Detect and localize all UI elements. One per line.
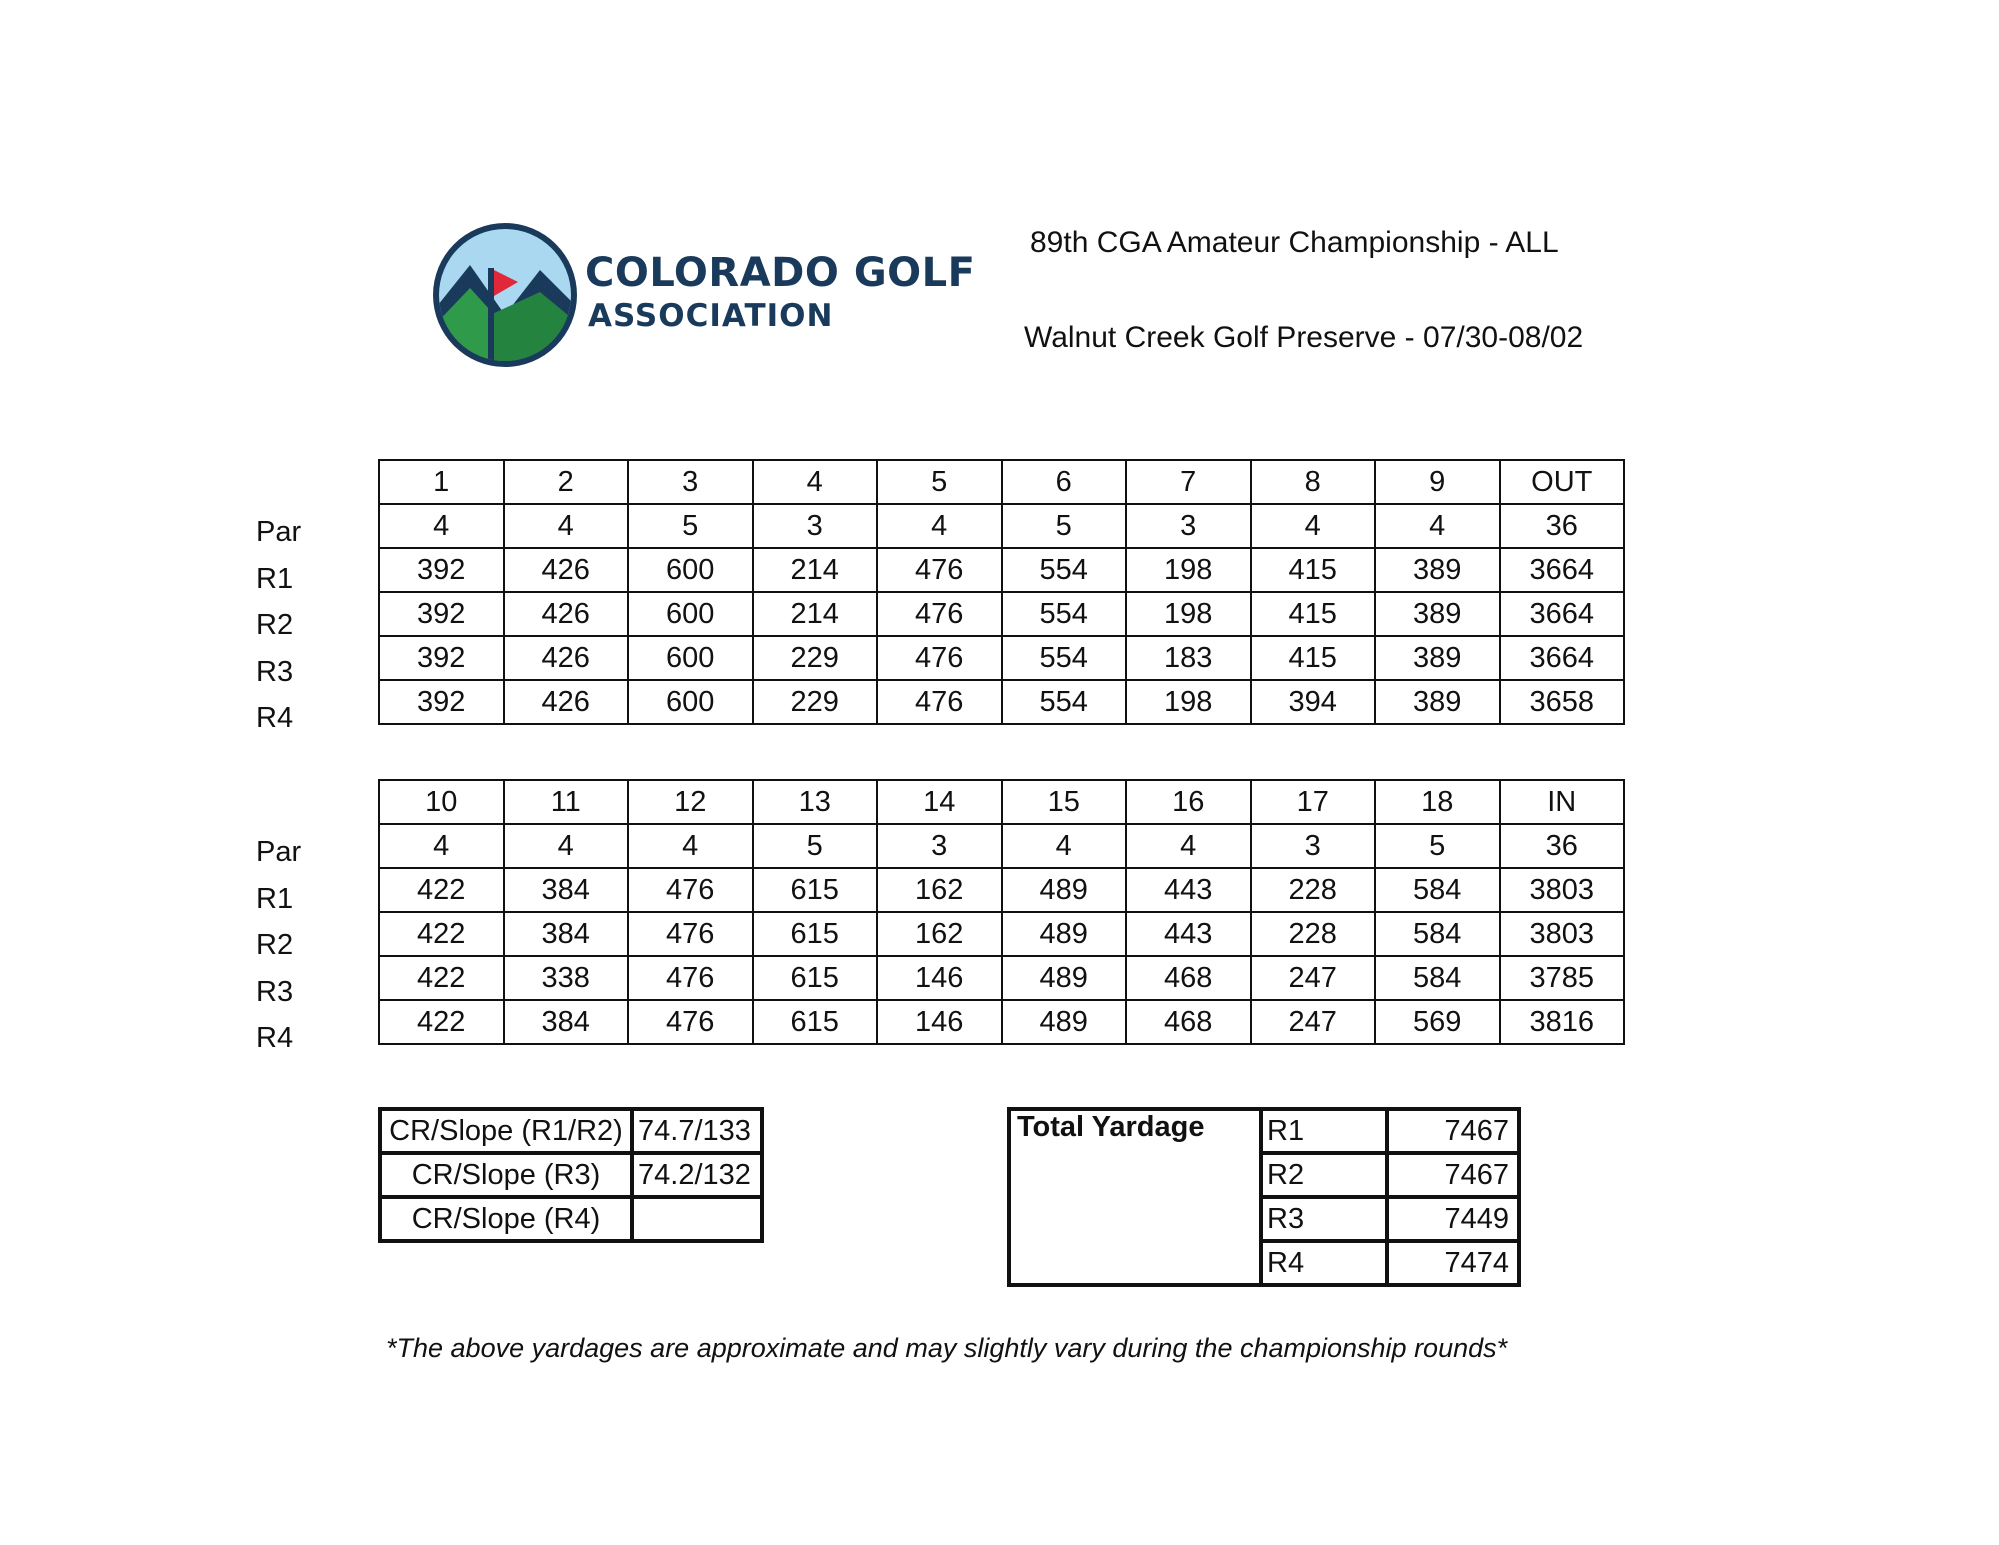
yardage-cell: 600	[628, 680, 753, 724]
yardage-cell: 3658	[1500, 680, 1625, 724]
hole-number: 2	[504, 460, 629, 504]
yardage-cell: 146	[877, 1000, 1002, 1044]
par-cell: 3	[877, 824, 1002, 868]
yardage-cell: 415	[1251, 592, 1376, 636]
yardage-cell: 600	[628, 592, 753, 636]
table-row	[380, 1153, 762, 1197]
yardage-cell: 422	[379, 1000, 504, 1044]
par-cell: 4	[1251, 504, 1376, 548]
yardage-cell: 422	[379, 956, 504, 1000]
table-row	[380, 1197, 762, 1241]
yardage-cell: 443	[1126, 912, 1251, 956]
row-label-r2: R2	[256, 609, 294, 641]
yardage-cell: 476	[628, 1000, 753, 1044]
yardage-cell: 615	[753, 1000, 878, 1044]
yardage-cell: 476	[628, 956, 753, 1000]
yardage-round: R3	[1261, 1197, 1387, 1241]
cr-label: CR/Slope (R4)	[380, 1197, 632, 1241]
yardage-cell: 600	[628, 548, 753, 592]
hole-number: 5	[877, 460, 1002, 504]
yardage-cell: 443	[1126, 868, 1251, 912]
yardage-cell: 426	[504, 680, 629, 724]
yardage-cell: 162	[877, 868, 1002, 912]
table-row	[379, 912, 1624, 956]
hole-number: 12	[628, 780, 753, 824]
cr-value: 74.2/132	[632, 1153, 762, 1197]
yardage-cell: 247	[1251, 1000, 1376, 1044]
event-venue: Walnut Creek Golf Preserve - 07/30-08/02	[1024, 321, 1584, 354]
yardage-round: R2	[1261, 1153, 1387, 1197]
back-row-labels	[256, 829, 376, 1062]
par-cell: 3	[753, 504, 878, 548]
logo-line1: COLORADO GOLF	[585, 250, 976, 296]
table-row	[379, 680, 1624, 724]
yardage-cell: 392	[379, 548, 504, 592]
yardage-cell: 3664	[1500, 636, 1625, 680]
front-nine-table	[378, 459, 1625, 725]
yardage-cell: 489	[1002, 868, 1127, 912]
yardage-cell: 229	[753, 680, 878, 724]
total-yardage-label: Total Yardage	[1009, 1109, 1261, 1285]
yardage-cell: 3816	[1500, 1000, 1625, 1044]
table-row	[379, 504, 1624, 548]
yardage-cell: 468	[1126, 956, 1251, 1000]
yardage-cell: 198	[1126, 548, 1251, 592]
yardage-cell: 228	[1251, 868, 1376, 912]
yardage-cell: 426	[504, 548, 629, 592]
hole-number: 8	[1251, 460, 1376, 504]
hole-number: 16	[1126, 780, 1251, 824]
table-row	[379, 824, 1624, 868]
hole-number: OUT	[1500, 460, 1625, 504]
par-cell: 3	[1126, 504, 1251, 548]
yardage-cell: 476	[877, 548, 1002, 592]
yardage-cell: 394	[1251, 680, 1376, 724]
yardage-cell: 476	[628, 912, 753, 956]
par-cell: 4	[1002, 824, 1127, 868]
yardage-cell: 600	[628, 636, 753, 680]
row-label-par: Par	[256, 516, 302, 548]
hole-number: 4	[753, 460, 878, 504]
cga-logo	[430, 220, 976, 370]
yardage-cell: 384	[504, 912, 629, 956]
yardage-cell: 615	[753, 956, 878, 1000]
yardage-cell: 422	[379, 912, 504, 956]
table-row	[379, 460, 1624, 504]
par-cell: 5	[1002, 504, 1127, 548]
yardage-value: 7474	[1387, 1241, 1519, 1285]
yardage-cell: 584	[1375, 956, 1500, 1000]
table-row	[379, 636, 1624, 680]
par-cell: 5	[1375, 824, 1500, 868]
yardage-round: R1	[1261, 1109, 1387, 1153]
yardage-cell: 389	[1375, 636, 1500, 680]
yardage-cell: 415	[1251, 548, 1376, 592]
table-row	[379, 868, 1624, 912]
yardage-value: 7467	[1387, 1109, 1519, 1153]
yardage-cell: 338	[504, 956, 629, 1000]
row-label-r1: R1	[256, 562, 294, 595]
hole-number: 7	[1126, 460, 1251, 504]
yardage-cell: 426	[504, 636, 629, 680]
table-row	[1009, 1109, 1519, 1153]
yardage-cell: 228	[1251, 912, 1376, 956]
yardage-cell: 162	[877, 912, 1002, 956]
hole-number: 15	[1002, 780, 1127, 824]
hole-number: 18	[1375, 780, 1500, 824]
yardage-cell: 476	[877, 592, 1002, 636]
yardage-cell: 554	[1002, 680, 1127, 724]
hole-number: 1	[379, 460, 504, 504]
yardage-cell: 389	[1375, 680, 1500, 724]
par-cell: 4	[877, 504, 1002, 548]
yardage-round: R4	[1261, 1241, 1387, 1285]
row-label-par: Par	[256, 836, 302, 868]
par-cell: 36	[1500, 824, 1625, 868]
yardage-cell: 468	[1126, 1000, 1251, 1044]
par-cell: 4	[1126, 824, 1251, 868]
yardage-cell: 615	[753, 912, 878, 956]
yardage-cell: 389	[1375, 548, 1500, 592]
hole-number: 3	[628, 460, 753, 504]
front-row-labels	[256, 509, 376, 742]
yardage-cell: 3803	[1500, 868, 1625, 912]
mountain-flag-icon	[430, 220, 580, 370]
hole-number: 9	[1375, 460, 1500, 504]
total-yardage-table	[1007, 1107, 1521, 1287]
yardage-cell: 3664	[1500, 548, 1625, 592]
row-label-r2: R2	[256, 929, 294, 961]
par-cell: 4	[504, 824, 629, 868]
yardage-cell: 392	[379, 680, 504, 724]
yardage-cell: 489	[1002, 912, 1127, 956]
cr-value	[632, 1197, 762, 1241]
row-label-r4: R4	[256, 1022, 294, 1054]
table-row	[379, 956, 1624, 1000]
yardage-cell: 554	[1002, 592, 1127, 636]
table-row	[379, 592, 1624, 636]
yardage-cell: 476	[628, 868, 753, 912]
par-cell: 5	[628, 504, 753, 548]
yardage-cell: 422	[379, 868, 504, 912]
yardage-cell: 476	[877, 636, 1002, 680]
yardage-cell: 489	[1002, 956, 1127, 1000]
par-cell: 4	[379, 504, 504, 548]
table-row	[379, 548, 1624, 592]
par-cell: 4	[1375, 504, 1500, 548]
row-label-r1: R1	[256, 882, 294, 915]
yardage-cell: 584	[1375, 912, 1500, 956]
table-row	[380, 1109, 762, 1153]
yardage-cell: 247	[1251, 956, 1376, 1000]
yardage-cell: 415	[1251, 636, 1376, 680]
yardage-value: 7449	[1387, 1197, 1519, 1241]
hole-number: 11	[504, 780, 629, 824]
yardage-cell: 384	[504, 868, 629, 912]
yardage-cell: 214	[753, 548, 878, 592]
yardage-cell: 3785	[1500, 956, 1625, 1000]
hole-number: 17	[1251, 780, 1376, 824]
yardage-cell: 392	[379, 592, 504, 636]
row-label-r4: R4	[256, 702, 294, 734]
hole-number: 10	[379, 780, 504, 824]
yardage-cell: 214	[753, 592, 878, 636]
par-cell: 5	[753, 824, 878, 868]
logo-line2: ASSOCIATION	[588, 298, 834, 334]
yardage-cell: 3664	[1500, 592, 1625, 636]
cr-value: 74.7/133	[632, 1109, 762, 1153]
yardage-cell: 426	[504, 592, 629, 636]
table-row	[379, 1000, 1624, 1044]
row-label-r3: R3	[256, 655, 294, 688]
yardage-cell: 198	[1126, 592, 1251, 636]
yardage-cell: 198	[1126, 680, 1251, 724]
yardage-cell: 392	[379, 636, 504, 680]
cr-label: CR/Slope (R3)	[380, 1153, 632, 1197]
par-cell: 3	[1251, 824, 1376, 868]
yardage-cell: 584	[1375, 868, 1500, 912]
back-nine-table	[378, 779, 1625, 1045]
yardage-cell: 554	[1002, 636, 1127, 680]
hole-number: 6	[1002, 460, 1127, 504]
cr-label: CR/Slope (R1/R2)	[380, 1109, 632, 1153]
par-cell: 4	[379, 824, 504, 868]
yardage-value: 7467	[1387, 1153, 1519, 1197]
par-cell: 4	[628, 824, 753, 868]
yardage-cell: 615	[753, 868, 878, 912]
yardage-cell: 476	[877, 680, 1002, 724]
yardage-cell: 384	[504, 1000, 629, 1044]
event-title: 89th CGA Amateur Championship - ALL	[1030, 226, 1559, 259]
course-rating-table	[378, 1107, 764, 1243]
hole-number: IN	[1500, 780, 1625, 824]
yardage-cell: 554	[1002, 548, 1127, 592]
yardage-cell: 183	[1126, 636, 1251, 680]
yardage-cell: 3803	[1500, 912, 1625, 956]
table-row	[379, 780, 1624, 824]
yardage-cell: 489	[1002, 1000, 1127, 1044]
yardage-cell: 389	[1375, 592, 1500, 636]
par-cell: 36	[1500, 504, 1625, 548]
hole-number: 14	[877, 780, 1002, 824]
par-cell: 4	[504, 504, 629, 548]
row-label-r3: R3	[256, 975, 294, 1008]
yardage-cell: 569	[1375, 1000, 1500, 1044]
hole-number: 13	[753, 780, 878, 824]
yardage-cell: 229	[753, 636, 878, 680]
footnote: *The above yardages are approximate and may slightly vary during the championship rounds*	[386, 1333, 1508, 1363]
yardage-cell: 146	[877, 956, 1002, 1000]
